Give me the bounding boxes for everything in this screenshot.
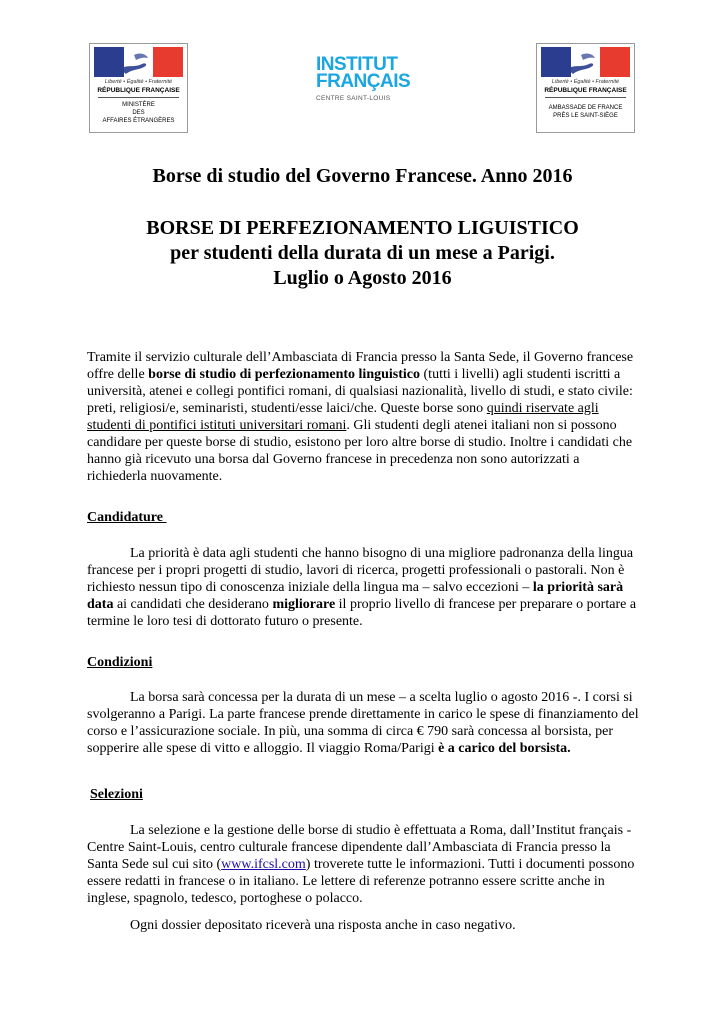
text-line: termine le loro tesi di dottorato futuro o presente. xyxy=(87,614,363,629)
ministry-line: DES xyxy=(132,110,145,116)
text-line: Tramite il servizio culturale dell’Ambasciata di Francia presso la Santa Sede, il Governo francese xyxy=(87,350,634,365)
text-span: offre delle xyxy=(87,367,149,382)
ministry-name xyxy=(92,101,185,125)
candidature-paragraph xyxy=(87,545,647,630)
text-line xyxy=(87,400,647,417)
intro-paragraph xyxy=(87,349,647,485)
subtitle-line-3: Luglio o Agosto 2016 xyxy=(273,267,452,289)
selezioni-paragraph xyxy=(87,822,647,907)
ministry-line: MINISTÈRE xyxy=(122,102,155,108)
text-line xyxy=(87,856,647,873)
text-line: corso e l’assicurazione sociale. In più, una somma di circa € 790 sarà concessa al borsista, per xyxy=(87,724,613,739)
section-heading-candidature: Candidature xyxy=(87,510,167,525)
embassy-logo xyxy=(536,43,635,133)
text-line: La priorità è data agli studenti che hanno bisogno di una migliore padronanza della lingua xyxy=(130,546,634,561)
republic-text: RÉPUBLIQUE FRANÇAISE xyxy=(544,87,627,94)
bold-text: migliorare xyxy=(272,597,336,612)
subtitle-line-2: per studenti della durata di un mese a Parigi. xyxy=(170,242,555,264)
francais-word: FRANÇAIS xyxy=(316,71,411,92)
text-line xyxy=(87,579,647,596)
ministry-logo xyxy=(89,43,188,133)
text-span: preti, religiosi/e, seminaristi, studenti/esse laici/che. Queste borse sono xyxy=(87,401,487,416)
text-line xyxy=(87,366,647,383)
text-line: svolgeranno a Parigi. La parte francese prende direttamente in carico le spese di finanziamento del xyxy=(87,707,639,722)
text-line: hanno già ricevuto una borsa dal Governo francese in precedenza non sono autorizzati a xyxy=(87,452,580,467)
institut-francais-logo xyxy=(316,56,416,116)
motto-text: Liberté • Égalité • Fraternité xyxy=(104,79,173,85)
text-span: il proprio livello di francese per preparare o portare a xyxy=(335,597,637,612)
republic-text: RÉPUBLIQUE FRANÇAISE xyxy=(97,87,180,94)
text-line xyxy=(87,740,647,757)
text-line: Centre Saint-Louis, centro culturale francese dipendente dall’Ambasciata di Francia presso la xyxy=(87,840,611,855)
underlined-text: quindi riservate agli xyxy=(486,401,599,416)
text-line: università, atenei e collegi pontifici romani, di qualsiasi nazionalità, livello di studi, e stato civile: xyxy=(87,384,633,399)
text-span: (tutti i livelli) agli studenti iscritti a xyxy=(420,367,621,382)
logo-divider xyxy=(98,97,179,98)
text-span: ai candidati che desiderano xyxy=(113,597,273,612)
text-span: Santa Sede sul cui sito ( xyxy=(87,857,222,872)
text-span: sopperire alle spese di vitto e alloggio. Il viaggio Roma/Parigi xyxy=(87,741,439,756)
text-span: ) troverete tutte le informazioni. Tutti i documenti possono xyxy=(305,857,635,872)
marianne-flag-icon xyxy=(94,47,183,77)
text-line: essere redatti in francese o in italiano. Le lettere di referenze potranno essere scritte anche in xyxy=(87,874,605,889)
institut-word: INSTITUT xyxy=(316,54,398,75)
text-line: La borsa sarà concessa per la durata di un mese – a scelta luglio o agosto 2016 -. I corsi si xyxy=(130,690,633,705)
ministry-line: AFFAIRES ÉTRANGÈRES xyxy=(102,118,175,124)
section-heading-condizioni: Condizioni xyxy=(87,655,153,670)
embassy-line: AMBASSADE DE FRANCE xyxy=(548,105,623,111)
page-title: Borse di studio del Governo Francese. Anno 2016 xyxy=(152,165,573,187)
text-line: richiederla nuovamente. xyxy=(87,469,223,484)
motto-text: Liberté • Égalité • Fraternité xyxy=(551,79,620,85)
text-line xyxy=(87,417,647,434)
text-line: francese per i propri progetti di studio, lavori di ricerca, progetti professionali o pastorali. Non è xyxy=(87,563,625,578)
marianne-flag-icon xyxy=(541,47,630,77)
text-line: candidare per queste borse di studio, esistono per loro altre borse di studio. Inoltre i candidati che xyxy=(87,435,633,450)
embassy-line: PRÈS LE SAINT-SIÈGE xyxy=(553,113,618,119)
text-line xyxy=(87,596,647,613)
text-span: . Gli studenti degli atenei italiani non si possono xyxy=(346,418,617,433)
bold-text: borse di studio di perfezionamento linguistico xyxy=(148,367,421,382)
centre-name: CENTRE SAINT-LOUIS xyxy=(316,95,391,102)
underlined-text: studenti di pontifici istituti universitari romani xyxy=(87,418,347,433)
condizioni-paragraph xyxy=(87,689,647,757)
bold-text: data xyxy=(87,597,114,612)
text-line: La selezione e la gestione delle borse di studio è effettuata a Roma, dall’Institut français - xyxy=(130,823,632,838)
bold-text: è a carico del borsista. xyxy=(438,741,571,756)
bold-text: la priorità sarà xyxy=(532,580,624,595)
section-heading-selezioni: Selezioni xyxy=(90,787,143,802)
closing-note: Ogni dossier depositato riceverà una risposta anche in caso negativo. xyxy=(130,918,516,933)
embassy-name xyxy=(539,104,632,120)
subtitle-line-1: BORSE DI PERFEZIONAMENTO LIGUISTICO xyxy=(146,217,579,239)
website-link[interactable]: www.ifcsl.com xyxy=(221,857,306,872)
text-line: inglese, spagnolo, tedesco, portoghese o polacco. xyxy=(87,891,363,906)
logo-divider xyxy=(545,97,626,98)
text-span: richiesto nessun tipo di conoscenza iniziale della lingua ma – salvo eccezioni – xyxy=(87,580,533,595)
